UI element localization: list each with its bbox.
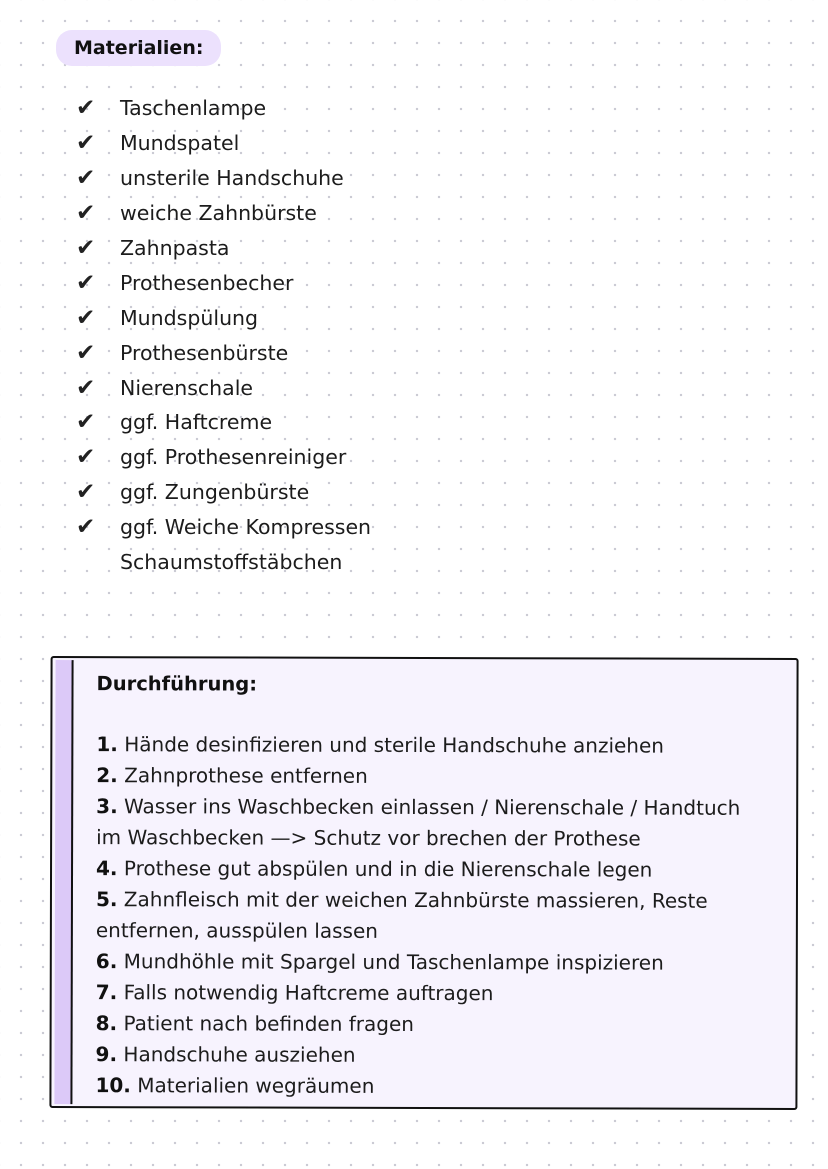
material-label: Schaumstoffstäbchen [120, 550, 343, 575]
material-label: Zahnpasta [120, 236, 230, 260]
list-item [76, 370, 371, 405]
step-number: 6. [95, 949, 118, 974]
card-accent-bar [54, 660, 73, 1104]
list-item [76, 196, 371, 231]
step-text: Mundhöhle mit Spargel und Taschenlampe inspizieren [117, 949, 664, 975]
list-item [76, 440, 371, 475]
materials-heading: Materialien: [56, 30, 221, 66]
step-text: Falls notwendig Haftcreme auftragen [117, 980, 494, 1006]
list-item [76, 510, 371, 545]
checkmark-icon: ✔ [76, 304, 96, 331]
step-number: 4. [96, 856, 118, 881]
step-text: Prothese gut abspülen und in die Nierenschale legen [117, 856, 653, 882]
checkmark-icon: ✔ [76, 374, 96, 401]
step-item [96, 977, 770, 1010]
step-item [96, 853, 770, 886]
step-item [96, 729, 770, 762]
step-text: Hände desinfizieren und sterile Handschuhe anziehen [117, 732, 665, 758]
checkmark-icon: ✔ [76, 95, 96, 122]
checkmark-icon: ✔ [76, 235, 96, 261]
checkmark-icon: ✔ [76, 200, 96, 227]
material-label: Prothesenbürste [120, 340, 289, 365]
list-item [76, 335, 371, 370]
material-label: unsterile Handschuhe [120, 166, 344, 191]
checkmark-icon: ✔ [76, 339, 96, 366]
checkmark-icon: ✔ [76, 165, 96, 192]
step-item [96, 760, 770, 793]
material-label: Mundspülung [120, 305, 259, 330]
list-item [76, 545, 371, 580]
step-text: Handschuhe ausziehen [117, 1042, 356, 1067]
step-item [96, 791, 770, 855]
list-item [76, 405, 371, 440]
list-item [76, 126, 371, 161]
list-item [76, 475, 371, 510]
step-text: Materialien wegräumen [130, 1073, 375, 1098]
step-item [96, 1039, 770, 1072]
checkmark-icon: ✔ [76, 409, 96, 436]
material-label: ggf. Prothesenreiniger [120, 445, 347, 470]
procedure-steps [95, 729, 770, 1103]
step-number: 8. [95, 1011, 118, 1036]
checkmark-icon: ✔ [76, 269, 96, 296]
step-number: 1. [96, 732, 118, 757]
materials-list [76, 91, 371, 579]
checkmark-icon: ✔ [76, 479, 96, 506]
list-item [76, 265, 371, 300]
material-label: Mundspatel [120, 131, 240, 156]
checkmark-icon: ✔ [76, 130, 96, 157]
step-text: Wasser ins Waschbecken einlassen / Nierenschale / Handtuch im Waschbecken —> Schutz vor brechen der Prothese [96, 794, 741, 851]
step-item [96, 1008, 770, 1041]
step-item [96, 946, 770, 979]
list-item [76, 231, 371, 266]
step-text: Zahnfleisch mit der weichen Zahnbürste massieren, Reste entfernen, ausspülen lassen [95, 887, 708, 943]
list-item [76, 300, 371, 335]
checkmark-icon: ✔ [76, 514, 96, 541]
step-item [96, 884, 770, 948]
material-label: Taschenlampe [120, 96, 267, 121]
step-number: 5. [95, 887, 118, 912]
material-label: Nierenschale [120, 375, 254, 400]
material-label: Prothesenbecher [120, 270, 294, 295]
procedure-heading: Durchführung: [96, 672, 258, 696]
material-label: ggf. Haftcreme [120, 410, 273, 435]
step-text: Patient nach befinden fragen [117, 1011, 415, 1036]
material-label: ggf. Weiche Kompressen [120, 515, 372, 540]
step-number: 9. [95, 1042, 118, 1067]
material-label: weiche Zahnbürste [120, 201, 317, 226]
checkmark-icon: ✔ [76, 444, 96, 471]
list-item [76, 91, 371, 126]
step-item [95, 1070, 769, 1103]
procedure-card [49, 656, 798, 1110]
step-number: 7. [95, 980, 118, 1005]
material-label: ggf. Zungenbürste [120, 480, 310, 505]
step-number: 10. [95, 1073, 131, 1098]
step-text: Zahnprothese entfernen [117, 763, 368, 788]
step-number: 2. [96, 763, 118, 788]
step-number: 3. [96, 794, 118, 819]
list-item [76, 161, 371, 196]
